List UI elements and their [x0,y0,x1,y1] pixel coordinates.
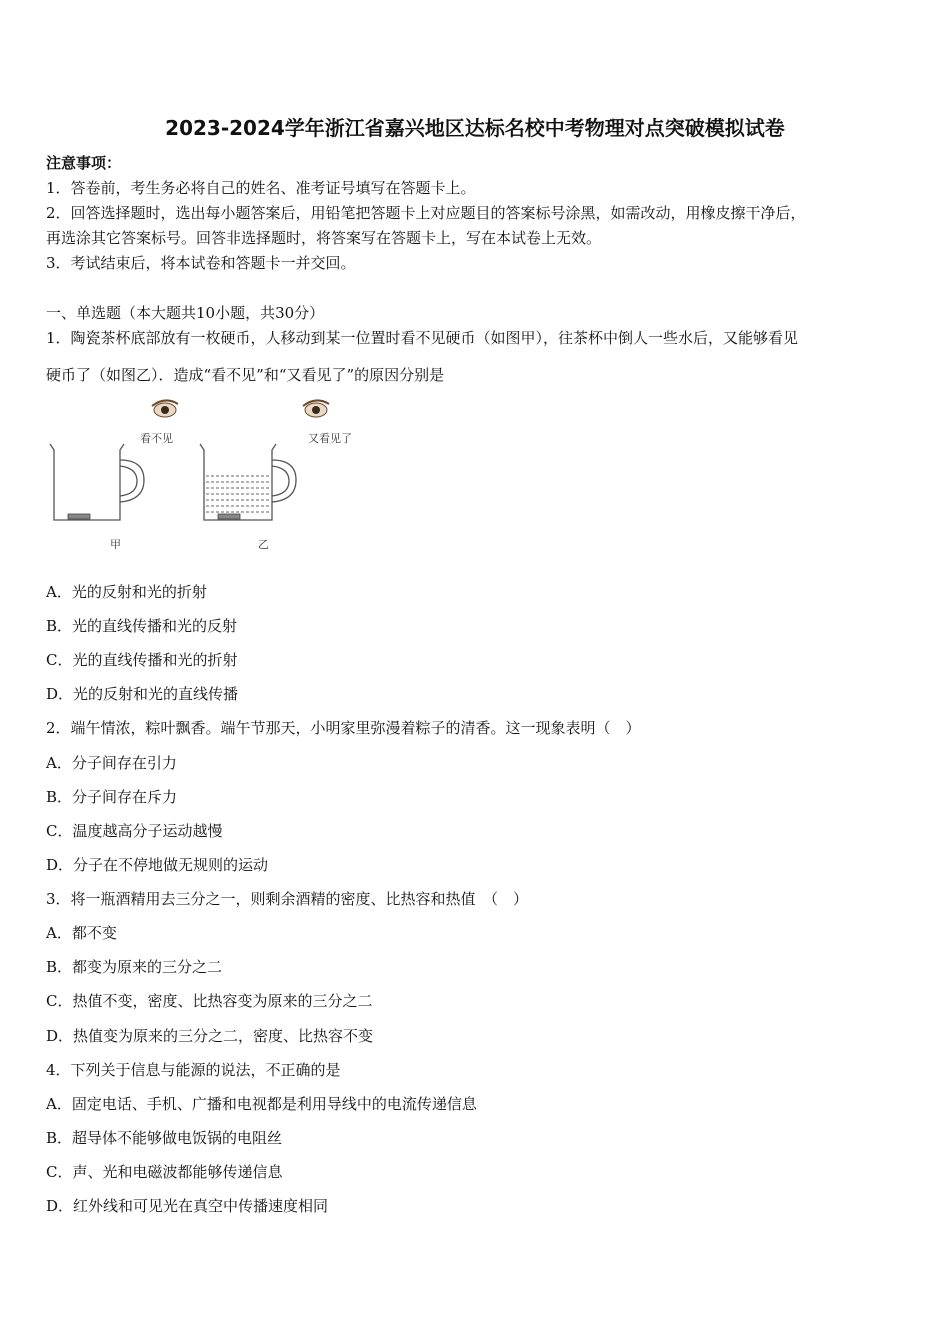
option: C．声、光和电磁波都能够传递信息 [46,1163,283,1181]
option: C．光的直线传播和光的折射 [46,651,238,669]
notice-item: 2．回答选择题时，选出每小题答案后，用铅笔把答题卡上对应题目的答案标号涂黑，如需改动，用橡皮擦干净后， [46,204,806,222]
option: D．红外线和可见光在真空中传播速度相同 [46,1197,329,1215]
option: A．都不变 [46,924,117,942]
eye-label-right: 又看见了 [308,432,352,445]
figure-caption-left: 甲 [110,538,121,551]
option: D．热值变为原来的三分之二，密度、比热容不变 [46,1027,374,1045]
cup-left [50,444,144,520]
option: B．超导体不能够做电饭锅的电阻丝 [46,1129,283,1147]
question-4-stem: 4．下列关于信息与能源的说法，不正确的是 [46,1061,341,1079]
option: A．分子间存在引力 [46,754,177,772]
eye-icon [152,400,178,417]
option: D．光的反射和光的直线传播 [46,685,239,703]
option: B．光的直线传播和光的反射 [46,617,238,635]
eye-icon [303,400,329,417]
option: B．都变为原来的三分之二 [46,958,223,976]
option: D．分子在不停地做无规则的运动 [46,856,269,874]
option: C．热值不变，密度、比热容变为原来的三分之二 [46,992,373,1010]
option: A．固定电话、手机、广播和电视都是利用导线中的电流传递信息 [46,1095,477,1113]
coin-left [68,514,90,519]
notice-item: 1．答卷前，考生务必将自己的姓名、准考证号填写在答题卡上。 [46,179,476,197]
option: C．温度越高分子运动越慢 [46,822,223,840]
notice-heading: 注意事项： [46,154,122,172]
notice-item: 再选涂其它答案标号。回答非选择题时，将答案写在答题卡上，写在本试卷上无效。 [46,229,602,247]
figure-caption-right: 乙 [258,538,269,551]
cup-coin-figure [44,396,374,566]
cup-diagram [44,396,374,566]
question-1-stem: 1．陶瓷茶杯底部放有一枚硬币，人移动到某一位置时看不见硬币（如图甲），往茶杯中倒人一些水后，又能够看见 [46,329,799,347]
section-heading: 一、单选题（本大题共10小题，共30分） [46,304,325,322]
notice-item: 3．考试结束后，将本试卷和答题卡一并交回。 [46,254,356,272]
question-3-stem: 3．将一瓶酒精用去三分之一，则剩余酒精的密度、比热容和热值 （ ） [46,890,529,908]
water-fill [206,476,270,512]
option: B．分子间存在斥力 [46,788,178,806]
coin-right [218,514,240,519]
option: A．光的反射和光的折射 [46,583,207,601]
question-2-stem: 2．端午情浓，粽叶飘香。端午节那天，小明家里弥漫着粽子的清香。这一现象表明（ ） [46,719,641,737]
question-1-stem: 硬币了（如图乙）．造成“看不见”和“又看见了”的原因分别是 [46,366,445,384]
exam-title: 2023-2024学年浙江省嘉兴地区达标名校中考物理对点突破模拟试卷 [165,116,785,140]
eye-label-left: 看不见 [140,432,173,445]
